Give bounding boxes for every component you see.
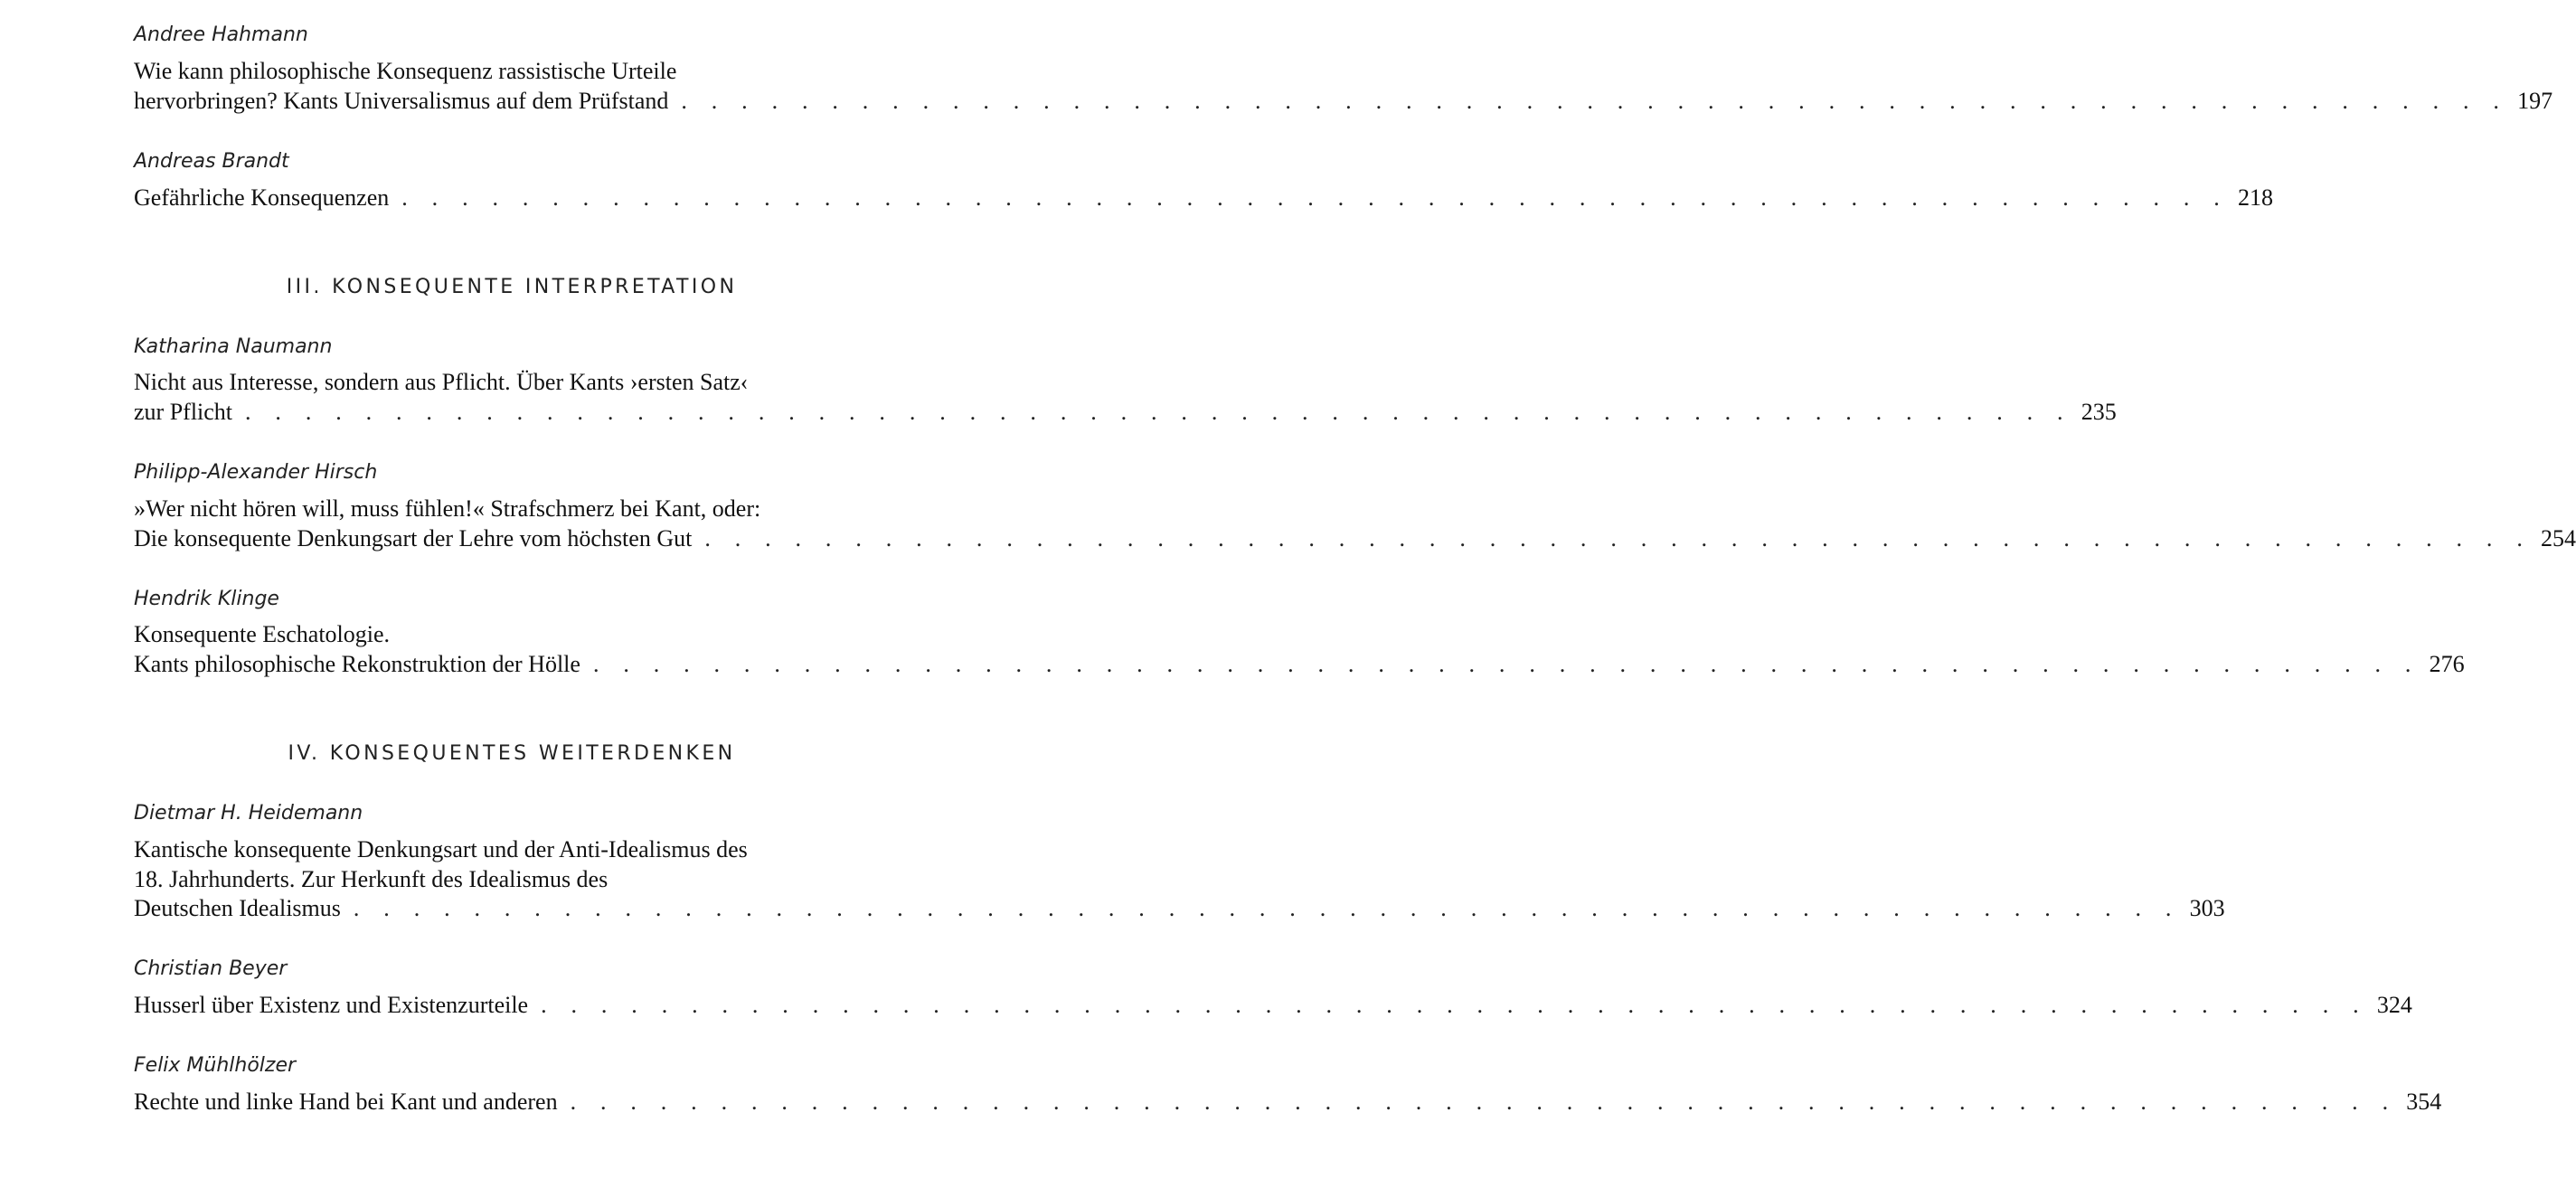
entry-title-last-line [134, 650, 2465, 679]
entry-author: Andree Hahmann [134, 24, 308, 46]
page-number: 235 [2081, 399, 2117, 425]
leader-dots: . . . . . . . . . . . . . . . . . . . . . . . . . . . . . . . . . . . . . . . . . . . . . . . . . . . . . . . . . . . . . [592, 651, 2420, 677]
entry-author: Christian Beyer [134, 957, 288, 980]
entry-title-text: Rechte und linke Hand bei Kant und anderen [134, 1089, 558, 1115]
entry-title-line: »Wer nicht hören will, muss fühlen!« Strafschmerz bei Kant, oder: [134, 495, 761, 522]
entry-author: Andreas Brandt [134, 150, 289, 173]
entry-author: Dietmar H. Heidemann [134, 802, 363, 825]
entry-title-line: Wie kann philosophische Konsequenz rassistische Urteile [134, 58, 677, 84]
entry-title-last-line [134, 1088, 2442, 1117]
entry-author: Felix Mühlhölzer [134, 1054, 297, 1077]
page-number: 218 [2237, 184, 2273, 211]
entry-title-text: Deutschen Idealismus [134, 895, 341, 921]
entry-title-text: hervorbringen? Kants Universalismus auf dem Prüfstand [134, 88, 669, 114]
page-number: 254 [2541, 525, 2576, 551]
leader-dots: . . . . . . . . . . . . . . . . . . . . . . . . . . . . . . . . . . . . . . . . . . . . . . . . . . . . . . . . . . . . . [570, 1089, 2398, 1115]
page-number: 324 [2376, 992, 2412, 1018]
section-heading: III. KONSEQUENTE INTERPRETATION [286, 276, 738, 298]
leader-dots: . . . . . . . . . . . . . . . . . . . . . . . . . . . . . . . . . . . . . . . . . . . . . . . . . . . . . . . . . . . . . [541, 992, 2368, 1018]
entry-title-text: Die konsequente Denkungsart der Lehre vom höchsten Gut [134, 525, 693, 551]
entry-title-text: Husserl über Existenz und Existenzurteile [134, 992, 529, 1018]
page-number: 276 [2429, 651, 2465, 677]
page-number: 197 [2517, 88, 2553, 114]
entry-title-last-line [134, 87, 2553, 116]
entry-title-line: Konsequente Eschatologie. [134, 621, 391, 647]
page-number: 354 [2406, 1089, 2442, 1115]
section-heading: IV. KONSEQUENTES WEITERDENKEN [288, 742, 736, 765]
entry-title-last-line [134, 524, 2576, 553]
entry-title-last-line [134, 894, 2225, 923]
leader-dots: . . . . . . . . . . . . . . . . . . . . . . . . . . . . . . . . . . . . . . . . . . . . . . . . . . . . . . . . . . . . . [245, 399, 2072, 425]
leader-dots: . . . . . . . . . . . . . . . . . . . . . . . . . . . . . . . . . . . . . . . . . . . . . . . . . . . . . . . . . . . . . [681, 88, 2509, 114]
page-number: 303 [2189, 895, 2225, 921]
leader-dots: . . . . . . . . . . . . . . . . . . . . . . . . . . . . . . . . . . . . . . . . . . . . . . . . . . . . . . . . . . . . . [353, 895, 2181, 921]
entry-title-last-line [134, 991, 2412, 1020]
entry-title-line: 18. Jahrhunderts. Zur Herkunft des Idealismus des [134, 866, 609, 892]
entry-title-last-line [134, 398, 2117, 427]
leader-dots: . . . . . . . . . . . . . . . . . . . . . . . . . . . . . . . . . . . . . . . . . . . . . . . . . . . . . . . . . . . . . [704, 525, 2533, 551]
entry-author: Philipp-Alexander Hirsch [134, 461, 378, 484]
entry-author: Katharina Naumann [134, 335, 333, 358]
entry-title-text: Kants philosophische Rekonstruktion der Hölle [134, 651, 580, 677]
entry-title-text: zur Pflicht [134, 399, 233, 425]
entry-title-line: Kantische konsequente Denkungsart und der Anti-Idealismus des [134, 836, 748, 862]
entry-title-line: Nicht aus Interesse, sondern aus Pflicht. Über Kants ›ersten Satz‹ [134, 369, 749, 395]
entry-author: Hendrik Klinge [134, 588, 279, 610]
leader-dots: . . . . . . . . . . . . . . . . . . . . . . . . . . . . . . . . . . . . . . . . . . . . . . . . . . . . . . . . . . . . . [401, 184, 2229, 211]
entry-title-last-line [134, 184, 2273, 212]
entry-title-text: Gefährliche Konsequenzen [134, 184, 390, 211]
